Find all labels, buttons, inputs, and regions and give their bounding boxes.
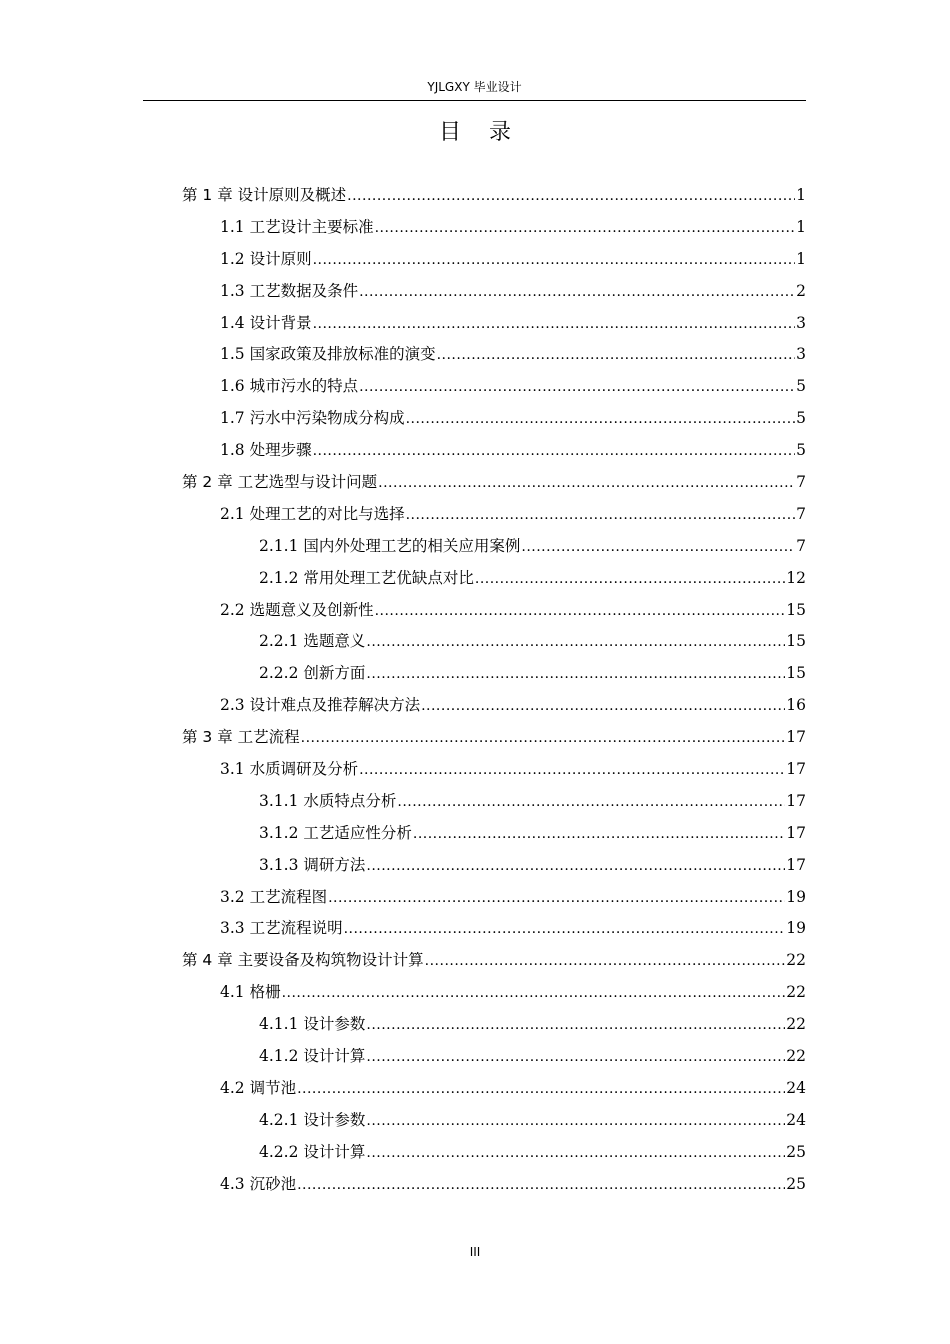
toc-entry-page: 24: [786, 1110, 806, 1129]
toc-entry[interactable]: [182, 499, 806, 531]
toc-entry[interactable]: [182, 1073, 806, 1105]
toc-dot-leader: [366, 658, 785, 691]
toc-entry-label: 3.1.3 调研方法: [259, 855, 366, 874]
toc-entry-page: 17: [786, 823, 806, 842]
toc-dot-leader: [413, 818, 785, 851]
toc-entry-label: 3.1.2 工艺适应性分析: [259, 823, 412, 842]
toc-entry[interactable]: [182, 882, 806, 914]
toc-entry[interactable]: [182, 1137, 806, 1169]
toc-entry-page: 15: [786, 664, 806, 683]
toc-entry-page: 3: [796, 345, 806, 364]
toc-entry-page: 7: [796, 473, 806, 492]
toc-dot-leader: [359, 371, 795, 404]
toc-dot-leader: [375, 595, 786, 628]
toc-entry[interactable]: [182, 1105, 806, 1137]
toc-entry-label: 3.1.1 水质特点分析: [259, 791, 397, 810]
toc-entry[interactable]: [182, 467, 806, 499]
toc-entry[interactable]: [182, 403, 806, 435]
toc-entry[interactable]: [182, 977, 806, 1009]
toc-entry[interactable]: [182, 244, 806, 276]
toc-dot-leader: [359, 276, 795, 309]
toc-entry-page: 2: [796, 281, 806, 300]
toc-entry[interactable]: [182, 212, 806, 244]
toc-entry-label: 第 3 章 工艺流程: [182, 728, 300, 747]
toc-entry-label: 4.3 沉砂池: [220, 1174, 297, 1193]
page-title: 目录: [438, 120, 539, 145]
toc-entry-label: 1.7 污水中污染物成分构成: [220, 409, 405, 428]
toc-entry-label: 3.3 工艺流程说明: [220, 919, 343, 938]
toc-entry[interactable]: [182, 626, 806, 658]
toc-dot-leader: [297, 1073, 785, 1106]
toc-dot-leader: [366, 1009, 785, 1042]
toc-dot-leader: [313, 308, 796, 341]
toc-entry-page: 1: [796, 186, 806, 204]
toc-entry[interactable]: [182, 276, 806, 308]
toc-dot-leader: [521, 531, 795, 564]
toc-entry-page: 7: [796, 536, 806, 555]
toc-entry-label: 2.2 选题意义及创新性: [220, 600, 374, 619]
toc-entry-label: 1.5 国家政策及排放标准的演变: [220, 345, 436, 364]
toc-dot-leader: [375, 212, 796, 245]
toc-entry[interactable]: [182, 435, 806, 467]
toc-dot-leader: [366, 1041, 785, 1074]
toc-entry-label: 1.3 工艺数据及条件: [220, 281, 359, 300]
toc-entry-label: 4.1 格栅: [220, 983, 281, 1002]
toc-entry-page: 22: [786, 1015, 806, 1034]
toc-entry-page: 17: [786, 760, 806, 779]
toc-entry-label: 1.8 处理步骤: [220, 441, 312, 460]
toc-entry[interactable]: [182, 563, 806, 595]
toc-entry[interactable]: [182, 786, 806, 818]
toc-entry-label: 1.4 设计背景: [220, 313, 312, 332]
toc-entry-label: 3.2 工艺流程图: [220, 887, 328, 906]
toc-entry-page: 5: [796, 409, 806, 428]
toc-entry-page: 17: [786, 728, 806, 747]
toc-entry-page: 19: [786, 887, 806, 906]
toc-entry-page: 25: [786, 1142, 806, 1161]
toc-entry-label: 3.1 水质调研及分析: [220, 760, 359, 779]
toc-entry-page: 19: [786, 919, 806, 938]
toc-entry-page: 25: [786, 1174, 806, 1193]
toc-entry[interactable]: [182, 595, 806, 627]
toc-dot-leader: [344, 913, 786, 946]
toc-entry[interactable]: [182, 690, 806, 722]
toc-entry-label: 2.2.1 选题意义: [259, 632, 366, 651]
toc-dot-leader: [406, 403, 796, 436]
toc-entry-label: 2.1.1 国内外处理工艺的相关应用案例: [259, 536, 521, 555]
toc-entry-page: 12: [786, 568, 806, 587]
toc-entry[interactable]: [182, 1169, 806, 1201]
toc-entry[interactable]: [182, 308, 806, 340]
toc-entry[interactable]: [182, 1041, 806, 1073]
page-number: III: [469, 1245, 481, 1259]
toc-dot-leader: [406, 499, 796, 532]
toc-entry-label: 4.1.2 设计计算: [259, 1047, 366, 1066]
toc-entry-label: 第 1 章 设计原则及概述: [182, 186, 347, 204]
toc-dot-leader: [313, 244, 796, 277]
toc-entry[interactable]: [182, 531, 806, 563]
toc-dot-leader: [425, 945, 786, 978]
toc-entry[interactable]: [182, 1009, 806, 1041]
header-rule: [143, 100, 806, 101]
toc-entry-page: 22: [786, 951, 806, 970]
toc-entry-page: 1: [796, 249, 806, 268]
toc-entry-label: 4.1.1 设计参数: [259, 1015, 366, 1034]
toc-dot-leader: [378, 467, 795, 500]
toc-entry[interactable]: [182, 818, 806, 850]
toc-dot-leader: [366, 626, 785, 659]
toc-entry-label: 4.2.1 设计参数: [259, 1110, 366, 1129]
toc-entry-label: 第 4 章 主要设备及构筑物设计计算: [182, 951, 424, 970]
toc-dot-leader: [366, 1137, 785, 1170]
toc-entry-page: 15: [786, 600, 806, 619]
toc-entry-label: 1.6 城市污水的特点: [220, 377, 359, 396]
toc-dot-leader: [297, 1169, 785, 1202]
toc-entry[interactable]: [182, 850, 806, 882]
toc-entry[interactable]: [182, 339, 806, 371]
toc-dot-leader: [421, 690, 785, 723]
toc-dot-leader: [347, 180, 795, 213]
toc-entry[interactable]: [182, 945, 806, 977]
toc-entry-page: 1: [796, 217, 806, 236]
toc-entry-page: 3: [796, 313, 806, 332]
toc-entry[interactable]: [182, 913, 806, 945]
toc-entry-label: 4.2 调节池: [220, 1078, 297, 1097]
toc-dot-leader: [397, 786, 785, 819]
toc-dot-leader: [437, 339, 796, 372]
toc-entry-label: 第 2 章 工艺选型与设计问题: [182, 473, 378, 492]
toc-entry-page: 7: [796, 504, 806, 523]
toc-dot-leader: [366, 1105, 785, 1138]
toc-dot-leader: [313, 435, 796, 468]
toc-dot-leader: [366, 850, 785, 883]
toc-entry-page: 5: [796, 441, 806, 460]
toc-entry-page: 24: [786, 1078, 806, 1097]
toc-entry[interactable]: [182, 658, 806, 690]
toc-entry-label: 2.2.2 创新方面: [259, 664, 366, 683]
toc-entry-label: 2.1.2 常用处理工艺优缺点对比: [259, 568, 474, 587]
toc-dot-leader: [301, 722, 786, 755]
table-of-contents: [182, 180, 806, 1201]
toc-dot-leader: [359, 754, 785, 787]
toc-entry[interactable]: [182, 180, 806, 212]
toc-entry-label: 1.1 工艺设计主要标准: [220, 217, 374, 236]
toc-entry-page: 22: [786, 1047, 806, 1066]
toc-dot-leader: [475, 563, 785, 596]
toc-entry[interactable]: [182, 722, 806, 754]
toc-entry-page: 17: [786, 791, 806, 810]
toc-entry-label: 4.2.2 设计计算: [259, 1142, 366, 1161]
toc-entry-page: 17: [786, 855, 806, 874]
toc-entry-label: 2.1 处理工艺的对比与选择: [220, 504, 405, 523]
toc-entry-page: 22: [786, 983, 806, 1002]
toc-entry-page: 16: [786, 696, 806, 715]
toc-entry-label: 2.3 设计难点及推荐解决方法: [220, 696, 421, 715]
toc-dot-leader: [282, 977, 786, 1010]
toc-entry-label: 1.2 设计原则: [220, 249, 312, 268]
toc-entry-page: 5: [796, 377, 806, 396]
toc-entry-page: 15: [786, 632, 806, 651]
running-header: YJLGXY 毕业设计: [427, 80, 522, 94]
toc-entry[interactable]: [182, 371, 806, 403]
toc-dot-leader: [328, 882, 785, 915]
toc-entry[interactable]: [182, 754, 806, 786]
